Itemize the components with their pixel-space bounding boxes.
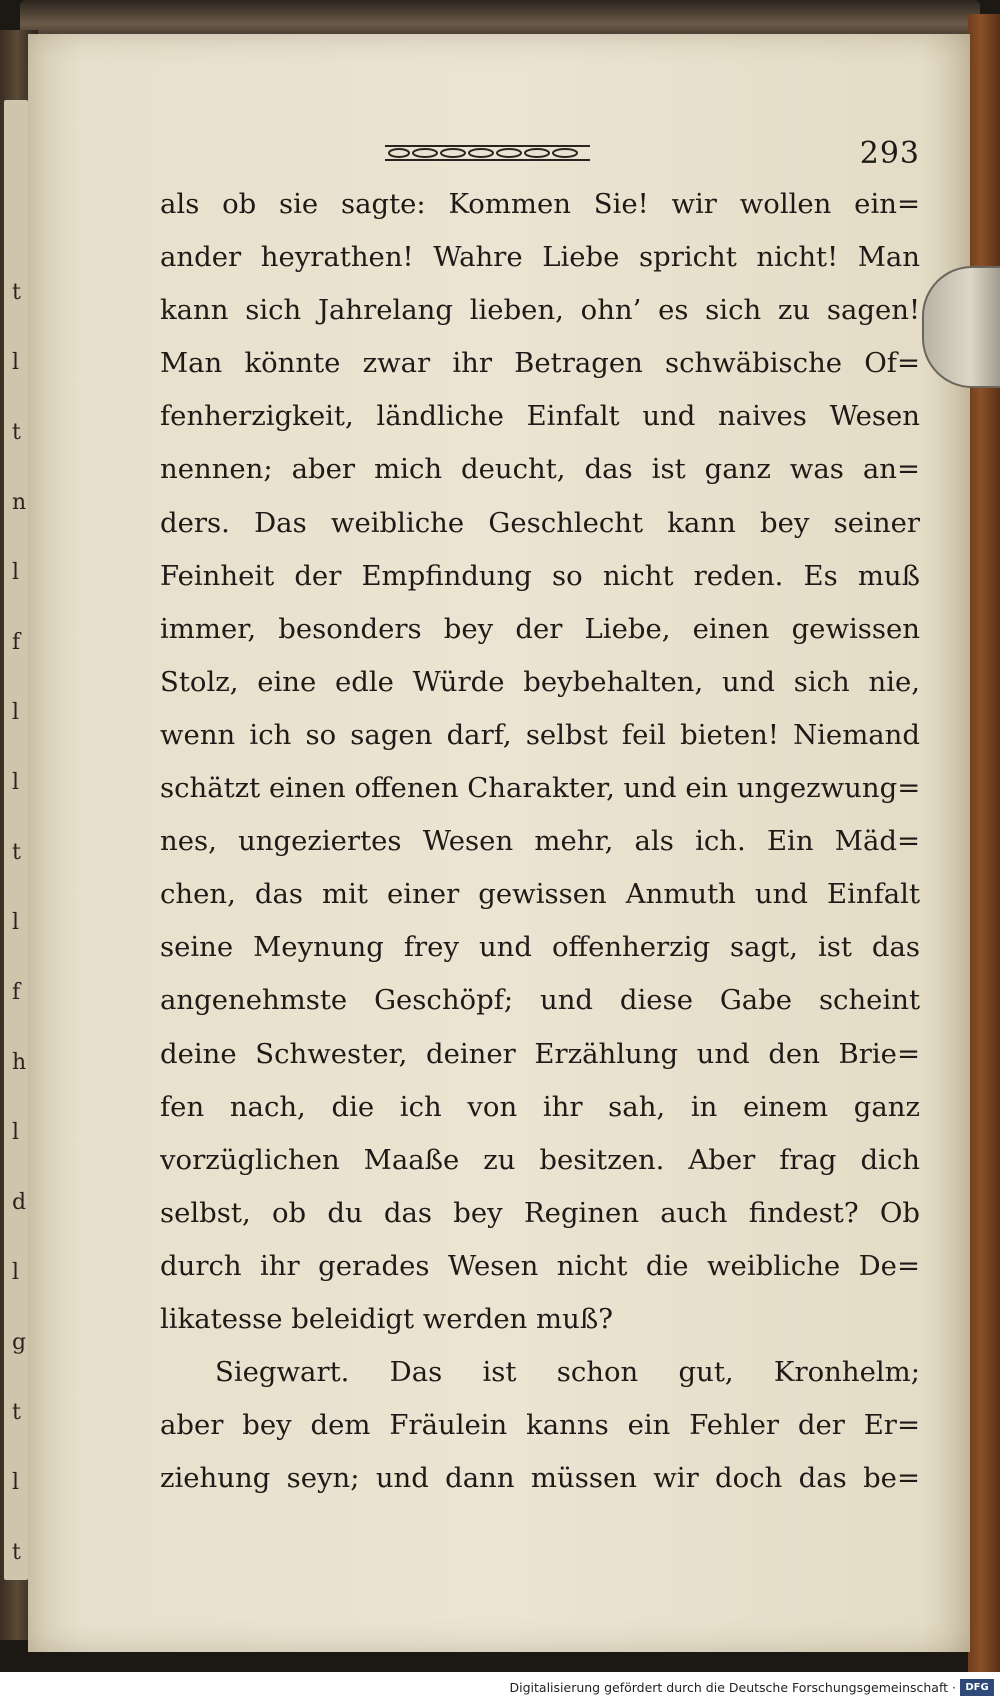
facing-page-letter: g	[12, 1330, 27, 1355]
text-line: likatesse beleidigt werden muß?	[160, 1302, 613, 1335]
text-line: chen, das mit einer gewissen Anmuth und Einfalt	[160, 878, 920, 911]
facing-page-strip	[4, 100, 28, 1580]
facing-page-letter: l	[12, 910, 20, 935]
text-line: angenehmste Geschöpf; und diese Gabe scheint	[160, 984, 920, 1017]
facing-page-letter: l	[12, 1260, 20, 1285]
facing-page-letter: f	[12, 980, 21, 1005]
text-line: kann sich Jahrelang lieben, ohn’ es sich zu sagen!	[160, 294, 920, 327]
funding-credit: Digitalisierung gefördert durch die Deutsche Forschungsgemeinschaft ·	[509, 1680, 956, 1695]
text-line: nes, ungeziertes Wesen mehr, als ich. Ein Mäd=	[160, 825, 920, 858]
text-line: ander heyrathen! Wahre Liebe spricht nicht! Man	[160, 241, 920, 274]
facing-page-letter: l	[12, 700, 20, 725]
book-cover-edge	[968, 14, 1000, 1674]
text-line: Feinheit der Empfindung so nicht reden. Es muß	[160, 559, 920, 592]
facing-page-letter: n	[12, 490, 27, 515]
text-line: ders. Das weibliche Geschlecht kann bey seiner	[160, 506, 920, 539]
facing-page-letter: t	[12, 420, 21, 445]
page-body-text	[160, 178, 920, 1505]
text-line: seine Meynung frey und offenherzig sagt, ist das	[160, 931, 920, 964]
text-line: wenn ich so sagen darf, selbst feil bieten! Niemand	[160, 718, 920, 751]
text-line: nennen; aber mich deucht, das ist ganz was an=	[160, 453, 920, 486]
text-line: aber bey dem Fräulein kanns ein Fehler der Er=	[160, 1409, 920, 1442]
facing-page-letter: f	[12, 630, 21, 655]
bookmark-clip	[922, 266, 1000, 388]
facing-page-letter: t	[12, 280, 21, 305]
text-line: selbst, ob du das bey Reginen auch findest? Ob	[160, 1196, 920, 1229]
text-line: Stolz, eine edle Würde beybehalten, und sich nie,	[160, 665, 920, 698]
ornament-rule-icon	[385, 144, 590, 162]
text-line: vorzüglichen Maaße zu besitzen. Aber frag dich	[160, 1143, 920, 1176]
text-line: Siegwart. Das ist schon gut, Kronhelm;	[215, 1356, 920, 1389]
text-line: Man könnte zwar ihr Betragen schwäbische Of=	[160, 347, 920, 380]
text-line: schätzt einen offenen Charakter, und ein ungezwung=	[160, 772, 920, 805]
page-number: 293	[859, 136, 920, 171]
footer-bar	[0, 1672, 1000, 1704]
facing-page-letter: l	[12, 350, 20, 375]
text-line: fenherzigkeit, ländliche Einfalt und naives Wesen	[160, 400, 920, 433]
facing-page-letter: t	[12, 1400, 21, 1425]
text-line: fen nach, die ich von ihr sah, in einem ganz	[160, 1090, 920, 1123]
page-header	[160, 136, 920, 176]
facing-page-letter: l	[12, 560, 20, 585]
text-line: durch ihr gerades Wesen nicht die weibliche De=	[160, 1249, 920, 1282]
facing-page-letter: t	[12, 1540, 21, 1565]
facing-page-letter: d	[12, 1190, 27, 1215]
facing-page-letter: l	[12, 1120, 20, 1145]
text-line: ziehung seyn; und dann müssen wir doch das be=	[160, 1462, 920, 1495]
dfg-logo: DFG	[960, 1679, 994, 1696]
facing-page-letter: h	[12, 1050, 27, 1075]
facing-page-letter: t	[12, 840, 21, 865]
facing-page-letter: l	[12, 1470, 20, 1495]
text-line: immer, besonders bey der Liebe, einen gewissen	[160, 612, 920, 645]
text-line: deine Schwester, deiner Erzählung und den Brie=	[160, 1037, 920, 1070]
text-line: als ob sie sagte: Kommen Sie! wir wollen ein=	[160, 188, 920, 220]
facing-page-letter: l	[12, 770, 20, 795]
